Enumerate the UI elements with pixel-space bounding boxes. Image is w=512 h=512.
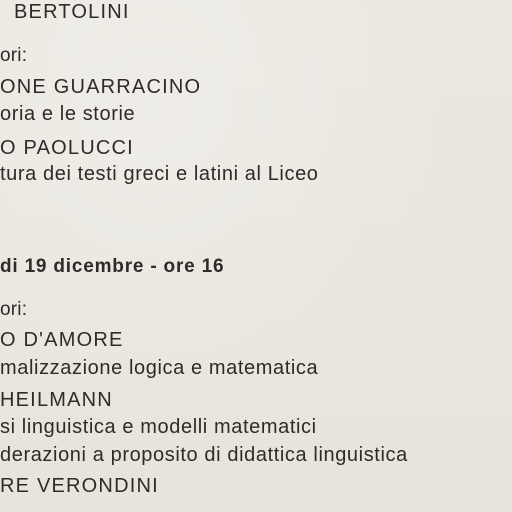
speaker-paolucci: O PAOLUCCI bbox=[0, 137, 134, 159]
relatori-label-1: ori: bbox=[0, 45, 28, 66]
speaker-damore: O D'AMORE bbox=[0, 329, 124, 351]
speaker-verondini: RE VERONDINI bbox=[0, 475, 159, 497]
session-date: di 19 dicembre - ore 16 bbox=[0, 256, 225, 277]
talk-title-lettura: tura dei testi greci e latini al Liceo bbox=[0, 163, 319, 185]
speaker-heilmann: HEILMANN bbox=[0, 389, 113, 411]
relatori-label-2: ori: bbox=[0, 299, 28, 320]
heading-bertolini: BERTOLINI bbox=[14, 1, 130, 23]
speaker-guarracino: ONE GUARRACINO bbox=[0, 76, 202, 98]
talk-title-analisi: si linguistica e modelli matematici bbox=[0, 416, 317, 438]
talk-title-storia: oria e le storie bbox=[0, 103, 136, 125]
talk-title-considerazioni: derazioni a proposito di didattica linguistica bbox=[0, 444, 408, 466]
talk-title-formalizzazione: malizzazione logica e matematica bbox=[0, 357, 319, 379]
